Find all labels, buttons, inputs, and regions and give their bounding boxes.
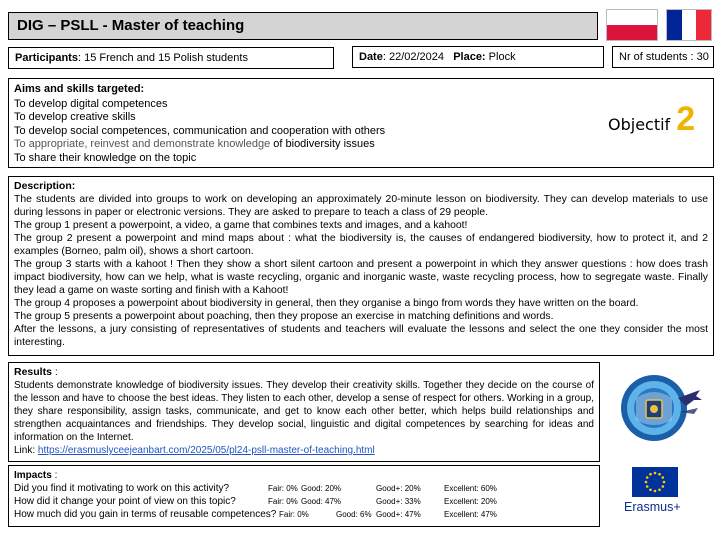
title-bar	[8, 12, 598, 40]
students-count: Nr of students : 30	[619, 51, 709, 63]
participants-label: Participants	[15, 52, 78, 64]
erasmus-plus-logo-text: Erasmus+	[624, 500, 681, 514]
description-section	[8, 176, 714, 356]
objectif-number: 2	[676, 100, 696, 138]
school-emblem-icon	[616, 368, 702, 448]
date-value: : 22/02/2024	[382, 51, 445, 63]
impact-goodplus: Good+: 47%	[376, 510, 421, 519]
impact-good: Good: 47%	[301, 497, 342, 506]
place-label: Place:	[453, 51, 486, 63]
impact-fair: Fair: 0%	[268, 484, 298, 493]
eu-star-icon	[654, 472, 657, 475]
description-paragraph: After the lessons, a jury consisting of representatives of students and teachers will evaluate the lessons and select the one they consider the most interesting.	[14, 324, 708, 348]
place-value: Plock	[488, 51, 516, 63]
results-heading-suffix: :	[51, 366, 58, 378]
objectif-badge	[608, 100, 696, 138]
description-paragraph: The group 5 presents a powerpoint about poaching, then they propose an exercise in matching definitions and words.	[14, 311, 554, 322]
aim-item: To develop creative skills	[14, 111, 136, 123]
date-label: Date	[359, 51, 383, 63]
eu-star-icon	[661, 476, 664, 479]
eu-star-icon	[646, 476, 649, 479]
description-paragraph: The group 2 present a powerpoint and mind maps about : what the biodiversity is, the causes of endangered biodiversity, how to protect it, and 2 examples (Borneo, palm oil), shows a short cartoon.	[14, 233, 708, 257]
impact-row	[14, 482, 594, 495]
results-heading: Results	[14, 366, 52, 378]
impact-question: How much did you gain in terms of reusable competences?	[14, 509, 277, 520]
aim-item-grey-part: To appropriate, reinvest and demonstrate knowledge	[14, 138, 271, 150]
aim-item: To share their knowledge on the topic	[14, 151, 197, 164]
impact-excellent: Excellent: 47%	[444, 510, 497, 519]
participants-box	[8, 47, 334, 69]
impact-goodplus: Good+: 33%	[376, 497, 421, 506]
impact-fair: Fair: 0%	[279, 510, 309, 519]
impacts-heading-suffix: :	[51, 470, 58, 481]
eu-star-icon	[645, 481, 648, 484]
eu-star-icon	[646, 485, 649, 488]
students-count-box	[612, 46, 714, 68]
aims-heading: Aims and skills targeted:	[14, 83, 145, 95]
description-paragraph: The students are divided into groups to work on developing an approximately 20-minute lesson on biodiversity. They can develop materials to use during lessons in paper or electronic versions. They are asked to prepare to teach a class of 29 people.	[14, 194, 708, 218]
france-flag-icon	[666, 9, 712, 41]
objectif-word: Objectif	[608, 115, 671, 134]
impact-excellent: Excellent: 60%	[444, 484, 497, 493]
impacts-heading: Impacts	[14, 470, 52, 481]
aim-item-rest: of biodiversity issues	[270, 138, 375, 150]
aim-item-biodiversity	[14, 138, 385, 152]
results-text: Students demonstrate knowledge of biodiversity issues. They develop their creativity skills. Together they decide on the course of the lesson and have to choose the best ideas. They listen to each other, develop a sense of respect for others. Working in a group, they share responsibility, assign tasks, communicate, and get to know each other better, which helps build relationships and strengthen acquaintances and friendships. They develop social, linguistic and digital competences by searching for ideas and information on the Internet.	[14, 380, 594, 443]
description-paragraph: The group 4 proposes a powerpoint about biodiversity in general, then they organise a bingo from words they have written on the board.	[14, 298, 639, 309]
impacts-section	[8, 465, 600, 527]
impact-question: Did you find it motivating to work on this activity?	[14, 483, 230, 494]
impact-row	[14, 508, 594, 521]
impact-goodplus: Good+: 20%	[376, 484, 421, 493]
results-section	[8, 362, 600, 462]
impact-excellent: Excellent: 20%	[444, 497, 497, 506]
page-title: DIG – PSLL - Master of teaching	[17, 17, 245, 34]
impact-fair: Fair: 0%	[268, 497, 298, 506]
description-paragraph: The group 1 present a powerpoint, a video, a game that combines texts and images, and a kahoot!	[14, 220, 468, 231]
eu-star-icon	[649, 488, 652, 491]
eu-star-icon	[663, 481, 666, 484]
results-link[interactable]: https://erasmuslyceejeanbart.com/2025/05/pl24-psll-master-of-teaching.html	[37, 445, 375, 456]
poland-flag-icon	[606, 9, 658, 41]
description-heading: Description:	[14, 180, 76, 192]
date-place-box	[352, 46, 604, 68]
participants-value: : 15 French and 15 Polish students	[77, 52, 248, 64]
eu-star-icon	[649, 473, 652, 476]
eu-star-icon	[654, 490, 657, 493]
eu-star-icon	[661, 485, 664, 488]
description-paragraph: The group 3 starts with a kahoot ! Then they show a short silent cartoon and present a powerpoint in which they answer questions : how does trash impact biodiversity, how can we help, what is waste recycling, organic and inorganic waste, waste recycling process, how to segregate waste. Finally they lead a game on waste sorting and finish with a Kahoot!	[14, 259, 708, 296]
impact-good: Good: 6%	[336, 510, 372, 519]
eu-flag-icon	[632, 467, 678, 497]
impact-row	[14, 495, 594, 508]
eu-star-icon	[658, 488, 661, 491]
impact-good: Good: 20%	[301, 484, 342, 493]
link-label: Link:	[14, 445, 38, 456]
impact-question: How did it change your point of view on this topic?	[14, 496, 236, 507]
aim-item: To develop digital competences	[14, 97, 168, 110]
eu-star-icon	[658, 473, 661, 476]
aim-item: To develop social competences, communication and cooperation with others	[14, 124, 386, 137]
